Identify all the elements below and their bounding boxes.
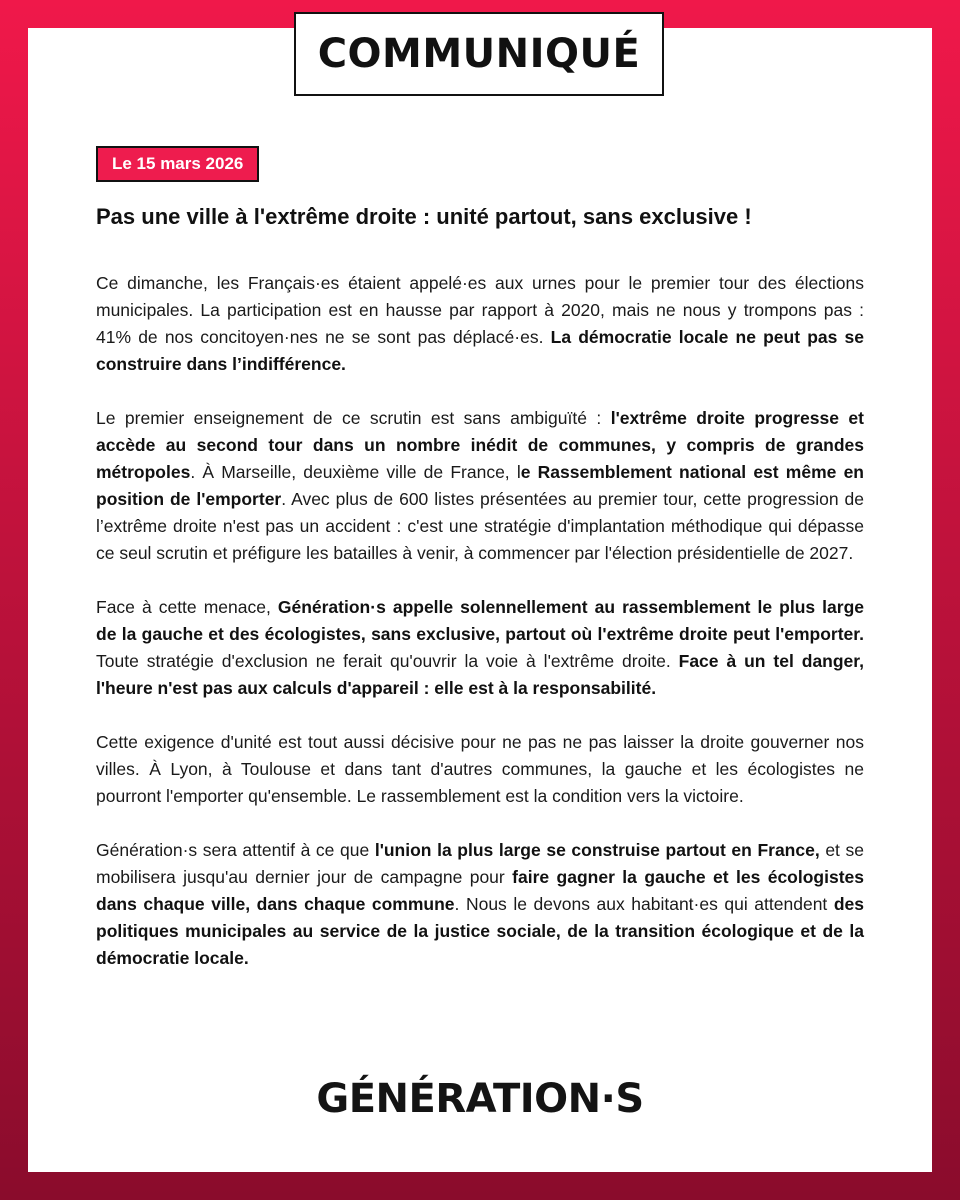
page-title: COMMUNIQUÉ — [317, 31, 641, 77]
generations-logo: GÉNÉRATION·S — [316, 1076, 644, 1122]
title-box — [294, 12, 664, 96]
paragraph-3: Face à cette menace, Génération·s appelle solennellement au rassemblement le plus large de la gauche et des écologistes, sans exclusive, partout où l'extrême droite peut l'emporter. Toute stratégie d'exclusion ne ferait qu'ouvrir la voie à l'extrême droite. Face à un tel danger, l'heure n'est pas aux calculs d'appareil : elle est à la responsabilité. — [96, 597, 864, 698]
paragraph-5: Génération·s sera attentif à ce que l'union la plus large se construise partout en France, et se mobilisera jusqu'au dernier jour de campagne pour faire gagner la gauche et les écologistes dans chaque ville, dans chaque commune. Nous le devons aux habitant·es qui attendent des politiques municipales au service de la justice sociale, de la transition écologique et de la démocratie locale. — [96, 840, 865, 968]
communique-body — [96, 270, 864, 999]
paragraph-4: Cette exigence d'unité est tout aussi décisive pour ne pas ne pas laisser la droite gouverner nos villes. À Lyon, à Toulouse et dans tant d'autres communes, la gauche et les écologistes ne pourront l'emporter qu'ensemble. Le rassemblement est la condition vers la victoire. — [96, 732, 864, 806]
date-badge: Le 15 mars 2026 — [96, 146, 259, 182]
paragraph-2: Le premier enseignement de ce scrutin est sans ambiguïté : l'extrême droite progresse et accède au second tour dans un nombre inédit de communes, y compris de grandes métropoles. À Marseille, deuxième ville de France, le Rassemblement national est même en position de l'emporter. Avec plus de 600 listes présentées au premier tour, cette progression de l’extrême droite n'est pas un accident : c'est une stratégie d'implantation méthodique qui dépasse ce seul scrutin et préfigure les batailles à venir, à commencer par l'élection présidentielle de 2027. — [96, 408, 865, 563]
headline: Pas une ville à l'extrême droite : unité partout, sans exclusive ! — [96, 204, 752, 229]
paragraph-1: Ce dimanche, les Français·es étaient appelé·es aux urnes pour le premier tour des élections municipales. La participation est en hausse par rapport à 2020, mais ne nous y trompons pas : 41% de nos concitoyen·nes ne se sont pas déplacé·es. La démocratie locale ne peut pas se construire dans l’indifférence. — [96, 273, 865, 374]
